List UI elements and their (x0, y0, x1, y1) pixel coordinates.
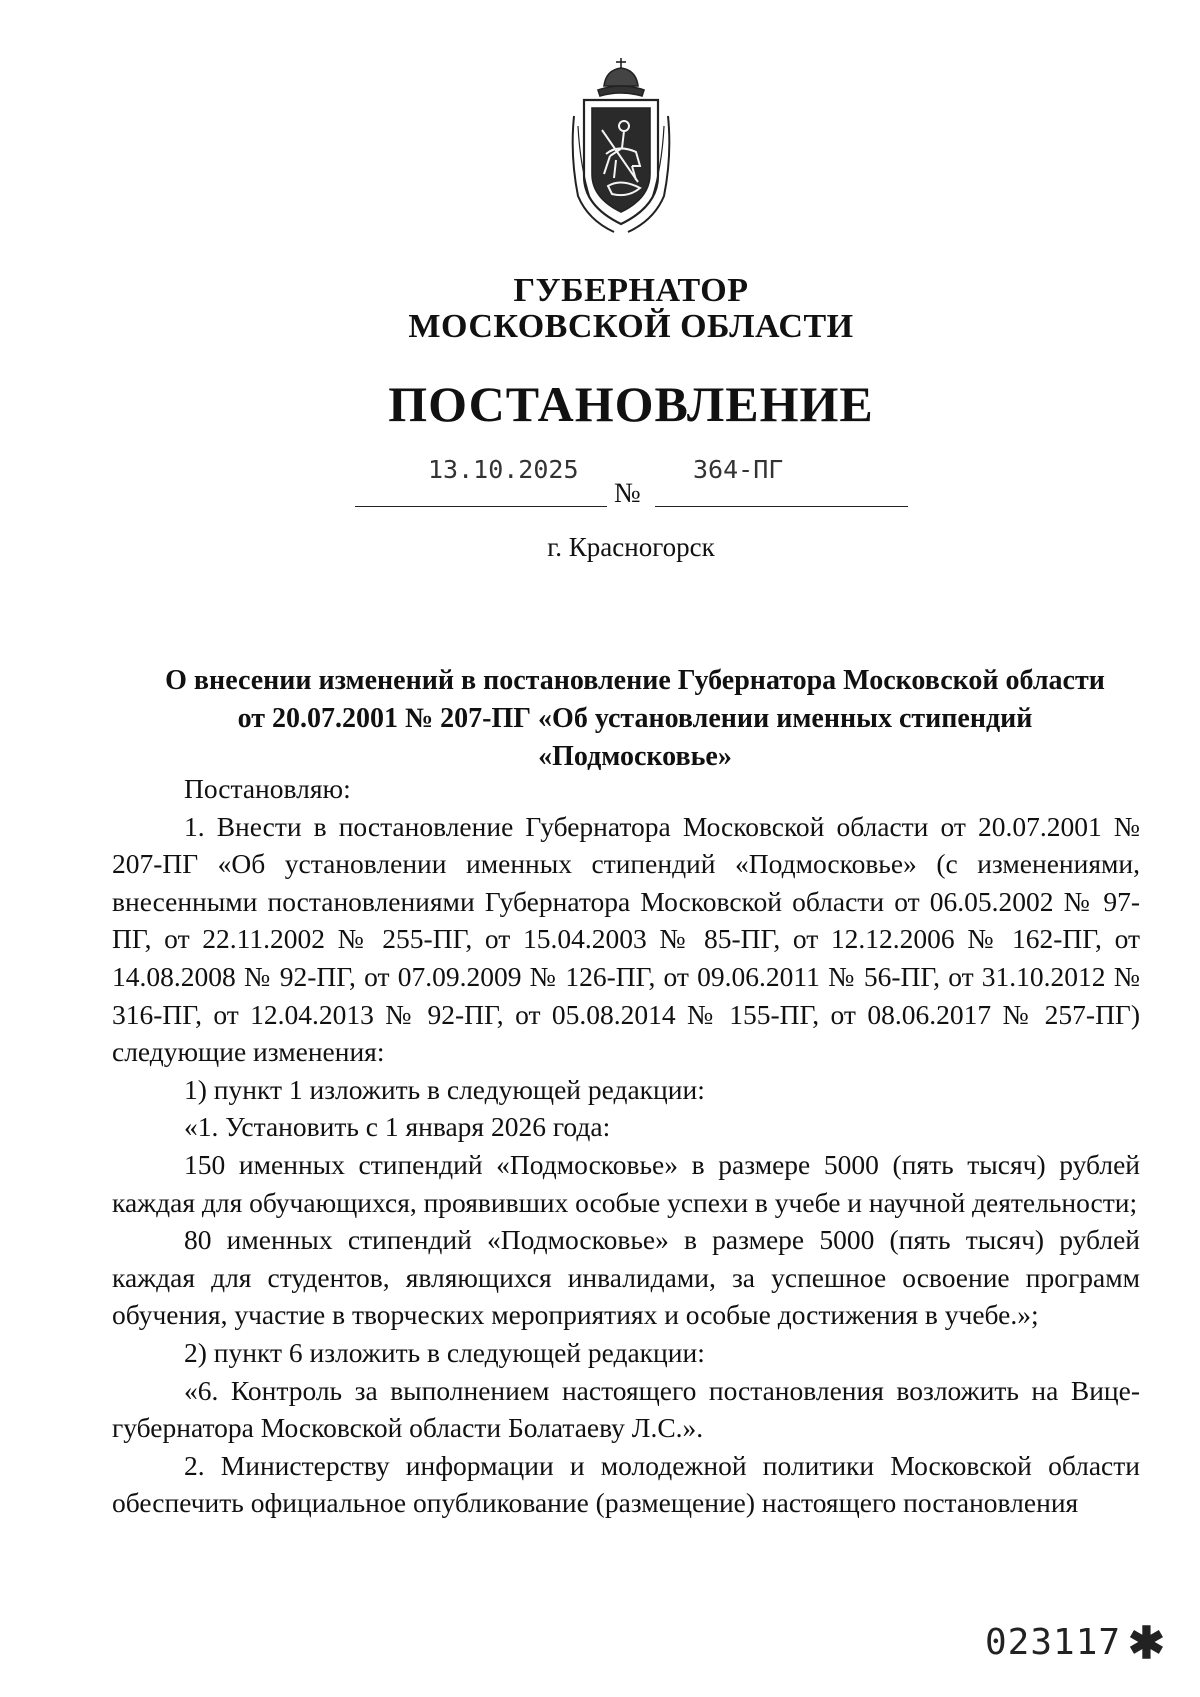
number-underline (655, 506, 908, 507)
paragraph-item-2: 2. Министерству информации и молодежной политики Московской области обеспечить официальное опубликование (размещение) настоящего постановления (112, 1449, 1140, 1519)
paragraph-item-1: 1. Внести в постановление Губернатора Московской области от 20.07.2001 № 207-ПГ «Об установлении именных стипендий «Подмосковье» (с изменениями, внесенными постановлениями Губернатора Московской области от 06.05.2002 № 97-ПГ, от 22.11.2002 № 255-ПГ, от 15.04.2003 № 85-ПГ, от 12.12.2006 № 162-ПГ, от 14.08.2008 № 92-ПГ, от 07.09.2009 № 126-ПГ, от 09.06.2011 № 56-ПГ, от 31.10.2012 № 316-ПГ, от 12.04.2013 № 92-ПГ, от 05.08.2014 № 155-ПГ, от 08.06.2017 № 257-ПГ) следующие изменения: (112, 810, 1140, 1068)
subject-line1: О внесении изменений в постановление Губернатора Московской области (165, 665, 1105, 696)
registration-number: 364-ПГ (693, 455, 784, 484)
coat-of-arms-icon (566, 56, 676, 234)
document-body (112, 770, 1140, 1522)
registration-date: 13.10.2025 (428, 455, 579, 484)
paragraph-scholarships-150: 150 именных стипендий «Подмосковье» в размере 5000 (пять тысяч) рублей каждая для обучающихся, проявивших особые успехи в учебе и научной деятельности; (112, 1148, 1140, 1218)
paragraph-subitem-2: 2) пункт 6 изложить в следующей редакции: (184, 1336, 705, 1368)
asterisk-mark: ✱ (1128, 1619, 1165, 1668)
city-name: г. Красногорск (547, 532, 715, 562)
subject-line2: от 20.07.2001 № 207-ПГ «Об установлении именных стипендий «Подмосковье» (237, 703, 1033, 772)
paragraph-subitem-1: 1) пункт 1 изложить в следующей редакции: (184, 1073, 705, 1105)
paragraph-quoted-6: «6. Контроль за выполнением настоящего постановления возложить на Вице-губернатора Московской области Болатаеву Л.С.». (112, 1374, 1140, 1444)
paragraph-resolve: Постановляю: (184, 773, 351, 804)
document-type-title: ПОСТАНОВЛЕНИЕ (388, 376, 874, 432)
form-serial-number: 023117 (985, 1622, 1122, 1663)
authority-title-line2: МОСКОВСКОЙ ОБЛАСТИ (408, 308, 854, 345)
date-underline (355, 506, 607, 507)
number-sign: № (614, 478, 641, 509)
authority-title-line1: ГУБЕРНАТОР (513, 272, 749, 309)
document-subject (145, 662, 1125, 776)
paragraph-scholarships-80: 80 именных стипендий «Подмосковье» в размере 5000 (пять тысяч) рублей каждая для студентов, являющихся инвалидами, за успешное освоение программ обучения, участие в творческих мероприятиях и особые достижения в учебе.»; (112, 1224, 1140, 1331)
paragraph-quoted-1: «1. Установить с 1 января 2026 года: (184, 1111, 611, 1143)
